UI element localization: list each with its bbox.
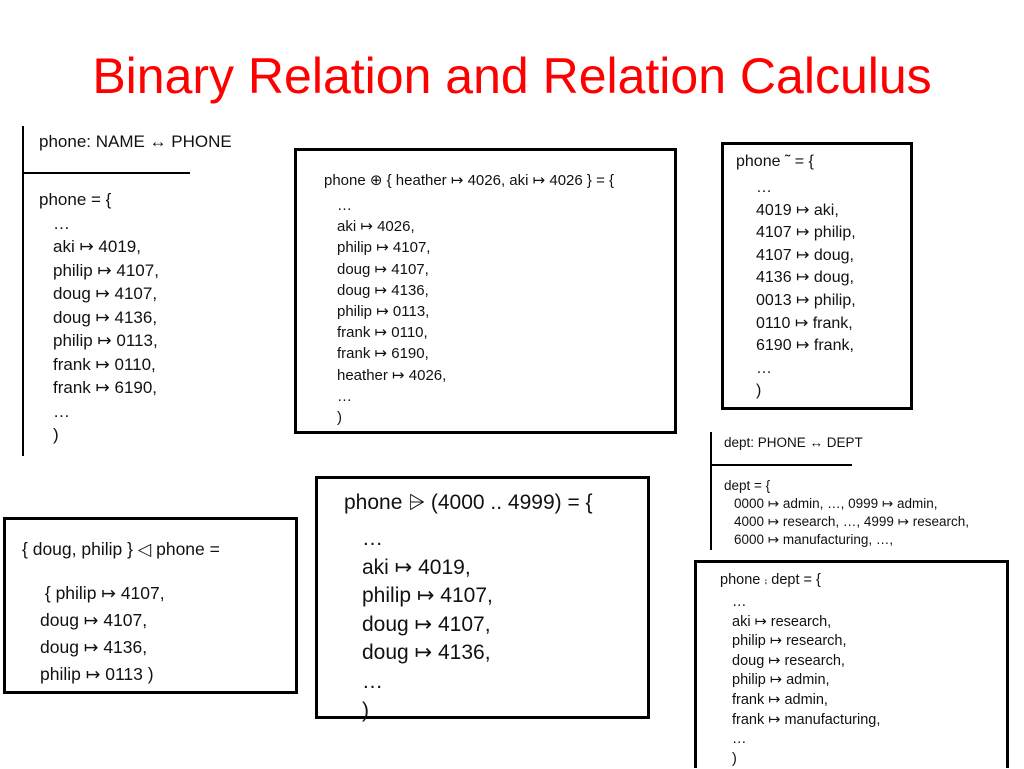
phone-definition-open: phone = {	[39, 190, 112, 209]
composition-box	[694, 560, 1009, 768]
relation-line: …	[756, 179, 772, 196]
relation-line: doug ↦ 4136,	[362, 641, 491, 665]
relation-line: philip ↦ 0113 )	[40, 664, 154, 684]
relation-line: doug ↦ 4136,	[40, 637, 148, 657]
override-box	[294, 148, 677, 434]
domain-restriction-box	[3, 517, 298, 694]
relation-line: doug ↦ 4107,	[53, 284, 158, 303]
relation-line: )	[337, 409, 342, 427]
dept-definition-open: dept = {	[724, 478, 771, 493]
relation-line: )	[732, 750, 737, 767]
relation-line: …	[732, 731, 747, 748]
relation-line: 0013 ↦ philip,	[756, 291, 856, 309]
phone-definition	[39, 188, 159, 447]
relation-line: frank ↦ 6190,	[337, 345, 429, 363]
schema-divider	[22, 172, 190, 174]
relation-line: philip ↦ 4107,	[53, 260, 159, 280]
relation-line: aki ↦ 4026,	[337, 218, 415, 236]
relation-line: frank ↦ 0110,	[53, 354, 156, 374]
relation-line: doug ↦ research,	[732, 652, 845, 669]
override-header: phone ⊕ { heather ↦ 4026, aki ↦ 4026 } = {	[324, 172, 615, 189]
relation-line: )	[756, 382, 762, 400]
relation-line: frank ↦ 6190,	[53, 378, 158, 397]
relation-line: philip ↦ research,	[732, 633, 847, 650]
domain-restriction-header: { doug, philip } ◁ phone =	[22, 539, 220, 559]
inverse-lines	[756, 177, 856, 403]
schema-left-rule	[710, 432, 712, 550]
relation-line: frank ↦ admin,	[732, 691, 828, 708]
relation-line: …	[53, 401, 70, 421]
phone-definition-lines	[39, 212, 159, 447]
relation-line: 6190 ↦ frank,	[756, 337, 854, 355]
relation-line: doug ↦ 4107,	[362, 612, 491, 636]
relation-line: philip ↦ 4107,	[337, 239, 431, 257]
relation-line: …	[337, 197, 352, 214]
relation-line: 6000 ↦ manufacturing, …,	[734, 532, 894, 547]
inverse-box	[721, 142, 913, 410]
relation-line: …	[732, 594, 747, 610]
dept-definition	[724, 477, 969, 549]
relation-line: …	[756, 359, 772, 377]
relation-line: philip ↦ 4107,	[362, 584, 493, 608]
relation-line: doug ↦ 4107,	[337, 260, 429, 278]
relation-line: 0000 ↦ admin, …, 0999 ↦ admin,	[734, 496, 938, 511]
composition-lines	[732, 593, 880, 769]
relation-line: frank ↦ manufacturing,	[732, 711, 881, 728]
relation-line: 0110 ↦ frank,	[756, 314, 853, 332]
relation-line: 4107 ↦ doug,	[756, 246, 854, 264]
relation-line: heather ↦ 4026,	[337, 366, 447, 384]
relation-line: doug ↦ 4136,	[337, 281, 429, 299]
slide-title: Binary Relation and Relation Calculus	[92, 48, 932, 104]
override-lines	[337, 195, 446, 428]
schema-left-rule	[22, 126, 24, 456]
schema-divider	[710, 464, 852, 466]
relation-line: 4107 ↦ philip,	[756, 224, 856, 242]
range-subtraction-lines	[362, 525, 493, 725]
dept-definition-lines	[724, 495, 969, 549]
range-subtraction-header: phone ⩥ (4000 .. 4999) = {	[344, 491, 593, 514]
relation-line: aki ↦ 4019,	[53, 237, 141, 256]
relation-line: )	[53, 425, 59, 444]
range-subtraction-box	[315, 476, 650, 722]
relation-line: 4136 ↦ doug,	[756, 269, 854, 287]
relation-line: …	[362, 527, 383, 550]
relation-line: philip ↦ 0113,	[337, 303, 430, 321]
relation-line: …	[337, 387, 352, 405]
relation-line: philip ↦ admin,	[732, 672, 830, 689]
relation-line: frank ↦ 0110,	[337, 324, 428, 342]
dept-signature: dept: PHONE ↔ DEPT	[724, 435, 863, 450]
relation-line: 4000 ↦ research, …, 4999 ↦ research,	[734, 514, 969, 529]
phone-signature: phone: NAME ↔ PHONE	[39, 132, 232, 151]
relation-line: doug ↦ 4107,	[40, 610, 148, 630]
relation-line: doug ↦ 4136,	[53, 307, 158, 327]
relation-line: philip ↦ 0113,	[53, 331, 158, 350]
relation-line: aki ↦ 4019,	[362, 555, 471, 579]
relation-line: …	[362, 669, 383, 693]
composition-header: phone ⨾ dept = {	[720, 572, 821, 588]
relation-line: …	[53, 213, 70, 233]
relation-line: )	[362, 698, 369, 722]
relation-line: 4019 ↦ aki,	[756, 201, 839, 219]
phone-schema-panel	[22, 126, 262, 456]
relation-line: { philip ↦ 4107,	[40, 583, 165, 603]
dept-schema-panel	[710, 432, 1010, 550]
inverse-header: phone ˜ = {	[736, 153, 814, 170]
domain-restriction-lines	[40, 580, 165, 688]
relation-line: aki ↦ research,	[732, 613, 832, 630]
